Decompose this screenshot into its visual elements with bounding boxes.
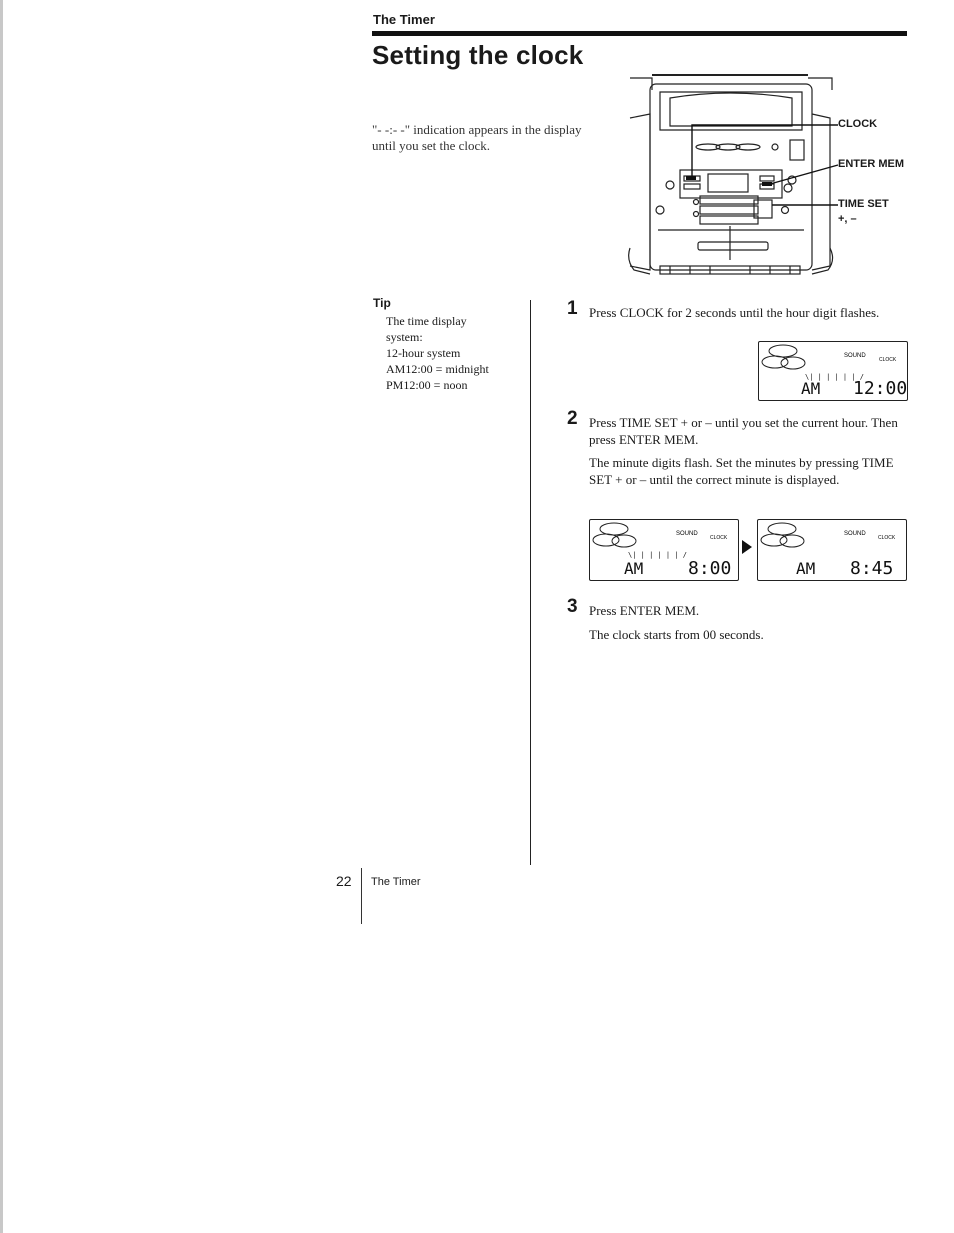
- step-instruction: Press ENTER MEM.: [589, 603, 700, 618]
- step-number: 2: [567, 408, 578, 429]
- lcd-ampm: AM: [624, 559, 644, 578]
- clock-callout-label: CLOCK: [838, 118, 878, 130]
- lcd-sound-label: SOUND: [844, 531, 866, 537]
- header-rule: [372, 31, 907, 36]
- step-note: The clock starts from 00 seconds.: [589, 627, 764, 642]
- step-instruction: Press CLOCK for 2 seconds until the hour digit flashes.: [589, 305, 880, 320]
- tip-line: PM12:00 = noon: [386, 378, 468, 392]
- lcd-dot-row: \| | | | | | /: [805, 373, 865, 381]
- lcd-time: 8:45: [850, 558, 894, 579]
- time-set-callout-label: TIME SET: [838, 198, 889, 210]
- lcd-clock-label: CLOCK: [878, 535, 896, 541]
- lcd-sound-label: SOUND: [844, 353, 866, 359]
- stereo-unit-illustration: [620, 70, 840, 285]
- intro-text: "- -:- -" indication appears in the display until you set the clock.: [372, 122, 582, 153]
- page-number: 22: [336, 873, 352, 889]
- tip-line: 12-hour system: [386, 346, 461, 360]
- lcd-sound-label: SOUND: [676, 531, 698, 537]
- lcd-time: 8:00: [688, 558, 732, 579]
- lcd-ampm: AM: [801, 379, 821, 398]
- lcd-clock-label: CLOCK: [879, 357, 897, 363]
- section-header: The Timer: [373, 12, 435, 27]
- lcd-display-step-2a: [589, 519, 739, 581]
- tip-line: The time display: [386, 314, 467, 328]
- tip-body: [386, 313, 516, 393]
- lcd-display-step-2b: [757, 519, 907, 581]
- arrow-right-icon: [740, 538, 754, 556]
- enter-mem-callout-label: ENTER MEM: [838, 158, 904, 170]
- time-set-sub-label: +, –: [838, 213, 857, 225]
- step-number: 1: [567, 298, 578, 319]
- tip-line: system:: [386, 330, 423, 344]
- lcd-time: 12:00: [853, 378, 908, 399]
- page-title: Setting the clock: [372, 40, 584, 70]
- lcd-dot-row: \| | | | | | /: [628, 551, 688, 559]
- footer-section: The Timer: [371, 876, 421, 888]
- footer-divider: [361, 868, 362, 924]
- lcd-display-step-1: [758, 341, 908, 401]
- step-number: 3: [567, 596, 578, 617]
- lcd-clock-label: CLOCK: [710, 535, 728, 541]
- tip-title: Tip: [373, 296, 391, 310]
- step-instruction: Press TIME SET + or – until you set the current hour. Then press ENTER MEM.: [589, 415, 898, 447]
- scan-edge: [0, 0, 3, 1233]
- tip-line: AM12:00 = midnight: [386, 362, 489, 376]
- step-note: The minute digits flash. Set the minutes by pressing TIME SET + or – until the correct minute is displayed.: [589, 455, 894, 487]
- column-divider: [530, 300, 531, 865]
- lcd-ampm: AM: [796, 559, 816, 578]
